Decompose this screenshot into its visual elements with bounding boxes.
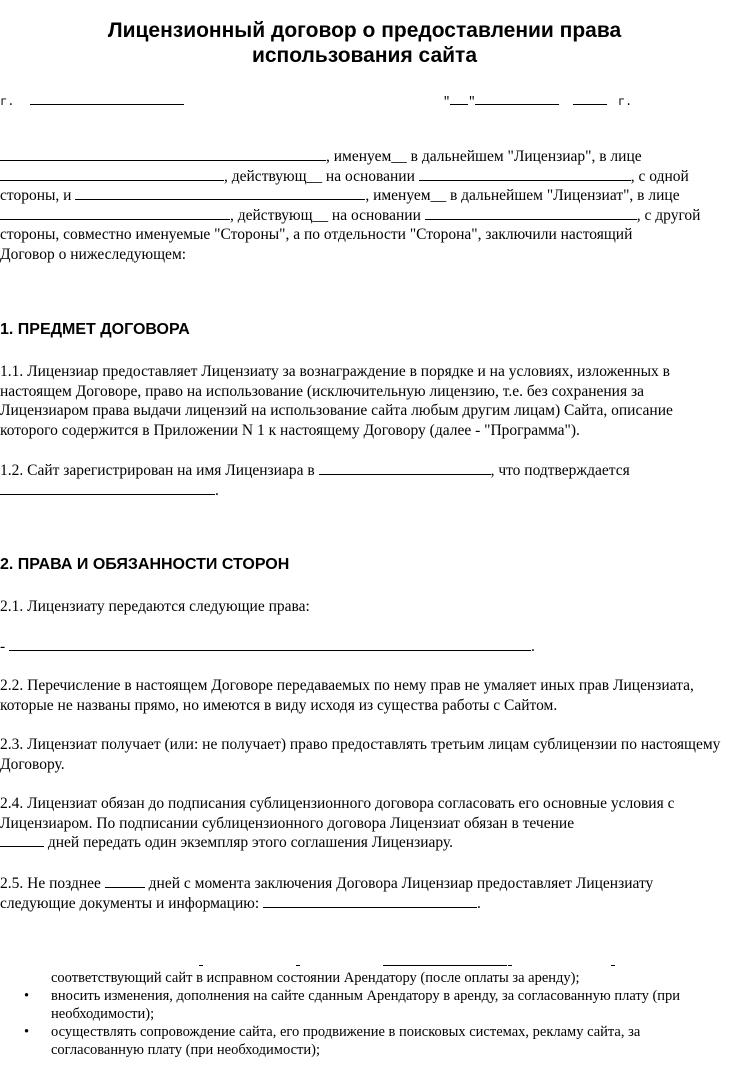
city-blank[interactable]	[30, 92, 184, 105]
bullet-list	[0, 987, 710, 1059]
clause-2-1: 2.1. Лицензиату передаются следующие права:	[0, 598, 310, 615]
days-blank-2-4[interactable]	[0, 834, 44, 847]
clause-1-1: 1.1. Лицензиар предоставляет Лицензиату за вознаграждение в порядке и на условиях, изложенных в настоящем Договоре, право на использование (исключительную лицензию, т.е. без сохранения за Лицензиаром права выдачи лицензий на использование сайта любым другим лицам) Сайта, описание которого содержится в Приложении N 1 к настоящему Договору (далее - "Программа").	[0, 363, 673, 439]
preamble-line-2: , действующ__ на основании , с одной	[0, 167, 725, 187]
city-field: г.	[0, 92, 184, 109]
licensee-name-blank[interactable]	[75, 187, 365, 200]
document-title	[0, 18, 729, 68]
bullet-item: • вносить изменения, дополнения на сайте сданным Арендатору в аренду, за согласованную плату (при необходимости);	[24, 988, 681, 1022]
bullet-icon: •	[24, 988, 30, 1004]
licensee-basis-blank[interactable]	[425, 207, 637, 220]
preamble-line-5: стороны, совместно именуемые "Стороны", а по отдельности "Сторона", заключили настоящий	[0, 226, 633, 243]
section-2-heading: 2. ПРАВА И ОБЯЗАННОСТИ СТОРОН	[0, 556, 290, 573]
clause-2-3: 2.3. Лицензиат получает (или: не получает) право предоставлять третьим лицам сублицензии по настоящему Договору.	[0, 736, 721, 773]
clause-2-2: 2.2. Перечисление в настоящем Договоре передаваемых по нему прав не умаляет иных прав Лицензиата, которые не названы прямо, но имеются в виду исходя из существа работы с Сайтом.	[0, 677, 694, 714]
licensor-basis-blank[interactable]	[419, 168, 631, 181]
licensor-name-blank[interactable]	[0, 148, 326, 161]
date-field: " " г.	[443, 92, 632, 109]
preamble-line-6: Договор о нижеследующем:	[0, 245, 187, 263]
registrar-blank[interactable]	[319, 462, 491, 475]
artifact-mark	[199, 965, 203, 966]
rights-blank[interactable]	[9, 638, 531, 651]
year-blank[interactable]	[573, 92, 607, 105]
bullet-item: • осуществлять сопровождение сайта, его продвижение в поисковых системах, рекламу сайта, за согласованную плату (при необходимости);	[24, 1024, 641, 1058]
documents-blank[interactable]	[263, 895, 477, 908]
preamble	[0, 147, 725, 264]
lease-fragment	[0, 969, 710, 1059]
artifact-mark	[508, 965, 512, 966]
month-blank[interactable]	[475, 92, 559, 105]
artifact-mark	[296, 965, 300, 966]
licensee-rep-blank[interactable]	[0, 207, 230, 220]
clause-2-4: 2.4. Лицензиат обязан до подписания сублицензионного договора согласовать его основные условия с Лицензиаром. По подписании сублицензионного договора Лицензиат обязан в течение дней передать один экземпляр этого соглашения Лицензиару.	[0, 795, 675, 851]
licensor-rep-blank[interactable]	[0, 168, 224, 181]
title-line-2: использования сайта	[251, 44, 478, 67]
artifact-mark	[611, 965, 615, 966]
clause-2-5: 2.5. Не позднее дней с момента заключения Договора Лицензиар предоставляет Лицензиату следующие документы и информацию: .	[0, 875, 654, 912]
days-blank-2-5[interactable]	[105, 875, 145, 888]
clause-1-2: 1.2. Сайт зарегистрирован на имя Лицензиара в , что подтверждается .	[0, 462, 630, 499]
fragment-continuation: соответствующий сайт в исправном состоянии Арендатору (после оплаты за аренду);	[51, 970, 580, 986]
confirmation-blank[interactable]	[0, 482, 215, 495]
day-blank[interactable]	[450, 92, 468, 105]
preamble-line-3: стороны, и , именуем__ в дальнейшем "Лицензиат", в лице	[0, 187, 680, 204]
bullet-icon: •	[24, 1024, 30, 1040]
preamble-line-1: , именуем__ в дальнейшем "Лицензиар", в лице	[0, 147, 725, 167]
clause-2-1-item: - .	[0, 638, 535, 655]
artifact-line	[383, 965, 507, 966]
title-line-1: Лицензионный договор о предоставлении права	[107, 19, 622, 42]
preamble-line-4: , действующ__ на основании , с другой	[0, 206, 725, 226]
section-1-heading: 1. ПРЕДМЕТ ДОГОВОРА	[0, 321, 190, 338]
